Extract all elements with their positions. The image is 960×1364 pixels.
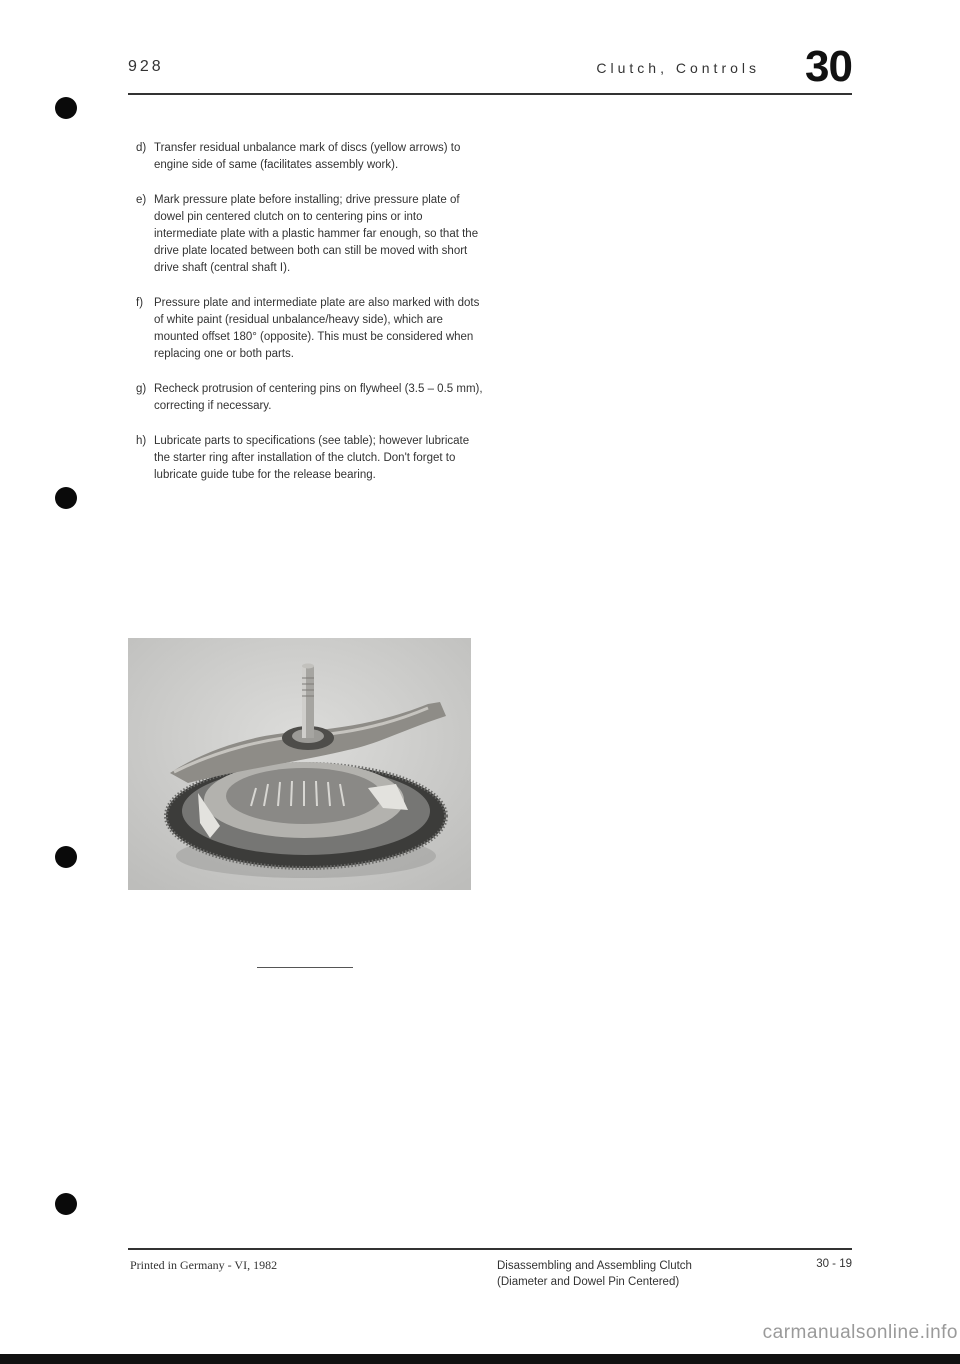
step-e (136, 192, 486, 277)
bottom-border (0, 1354, 960, 1364)
step-letter: d) (136, 142, 147, 154)
step-letter: h) (136, 435, 147, 447)
page-header (128, 42, 852, 92)
step-letter: g) (136, 383, 147, 395)
model-number: 928 (128, 58, 164, 75)
section-end-rule (257, 967, 353, 968)
step-letter: e) (136, 194, 147, 206)
header-rule (128, 93, 852, 95)
step-f (136, 295, 486, 363)
step-d (136, 140, 486, 174)
punch-hole-2 (55, 487, 77, 509)
punch-hole-1 (55, 97, 77, 119)
step-letter: f) (136, 297, 144, 309)
section-title: Clutch, Controls (596, 60, 760, 76)
step-text: Lubricate parts to specifications (see table); however lubricate the starter ring after installation of the clutch. Don't forget to lubricate guide tube for the release bearing. (154, 435, 470, 481)
step-text: Recheck protrusion of centering pins on flywheel (3.5 – 0.5 mm), correcting if necessary. (154, 383, 483, 412)
group-number: 30 (805, 42, 852, 91)
clutch-assembly-photo (128, 638, 471, 890)
step-g (136, 381, 486, 415)
footer-title (497, 1258, 692, 1290)
footer-title-line-2: (Diameter and Dowel Pin Centered) (497, 1276, 680, 1288)
print-info: Printed in Germany - VI, 1982 (130, 1258, 278, 1272)
step-text: Pressure plate and intermediate plate are also marked with dots of white paint (residual unbalance/heavy side), which are mounted offset 180° (opposite). This must be considered when replacing one or both parts. (154, 297, 480, 360)
procedure-steps (136, 140, 486, 502)
footer-title-line-1: Disassembling and Assembling Clutch (497, 1260, 692, 1272)
footer-rule (128, 1248, 852, 1250)
step-text: Transfer residual unbalance mark of discs (yellow arrows) to engine side of same (facilitates assembly work). (154, 142, 461, 171)
step-h (136, 433, 486, 484)
watermark: carmanualsonline.info (762, 1322, 958, 1343)
step-text: Mark pressure plate before installing; drive pressure plate of dowel pin centered clutch on to centering pins or into intermediate plate with a plastic hammer far enough, so that the drive plate located between both can still be moved with short drive shaft (central shaft I). (154, 194, 479, 274)
punch-hole-4 (55, 1193, 77, 1215)
punch-hole-3 (55, 846, 77, 868)
page-number: 30 - 19 (816, 1258, 852, 1270)
